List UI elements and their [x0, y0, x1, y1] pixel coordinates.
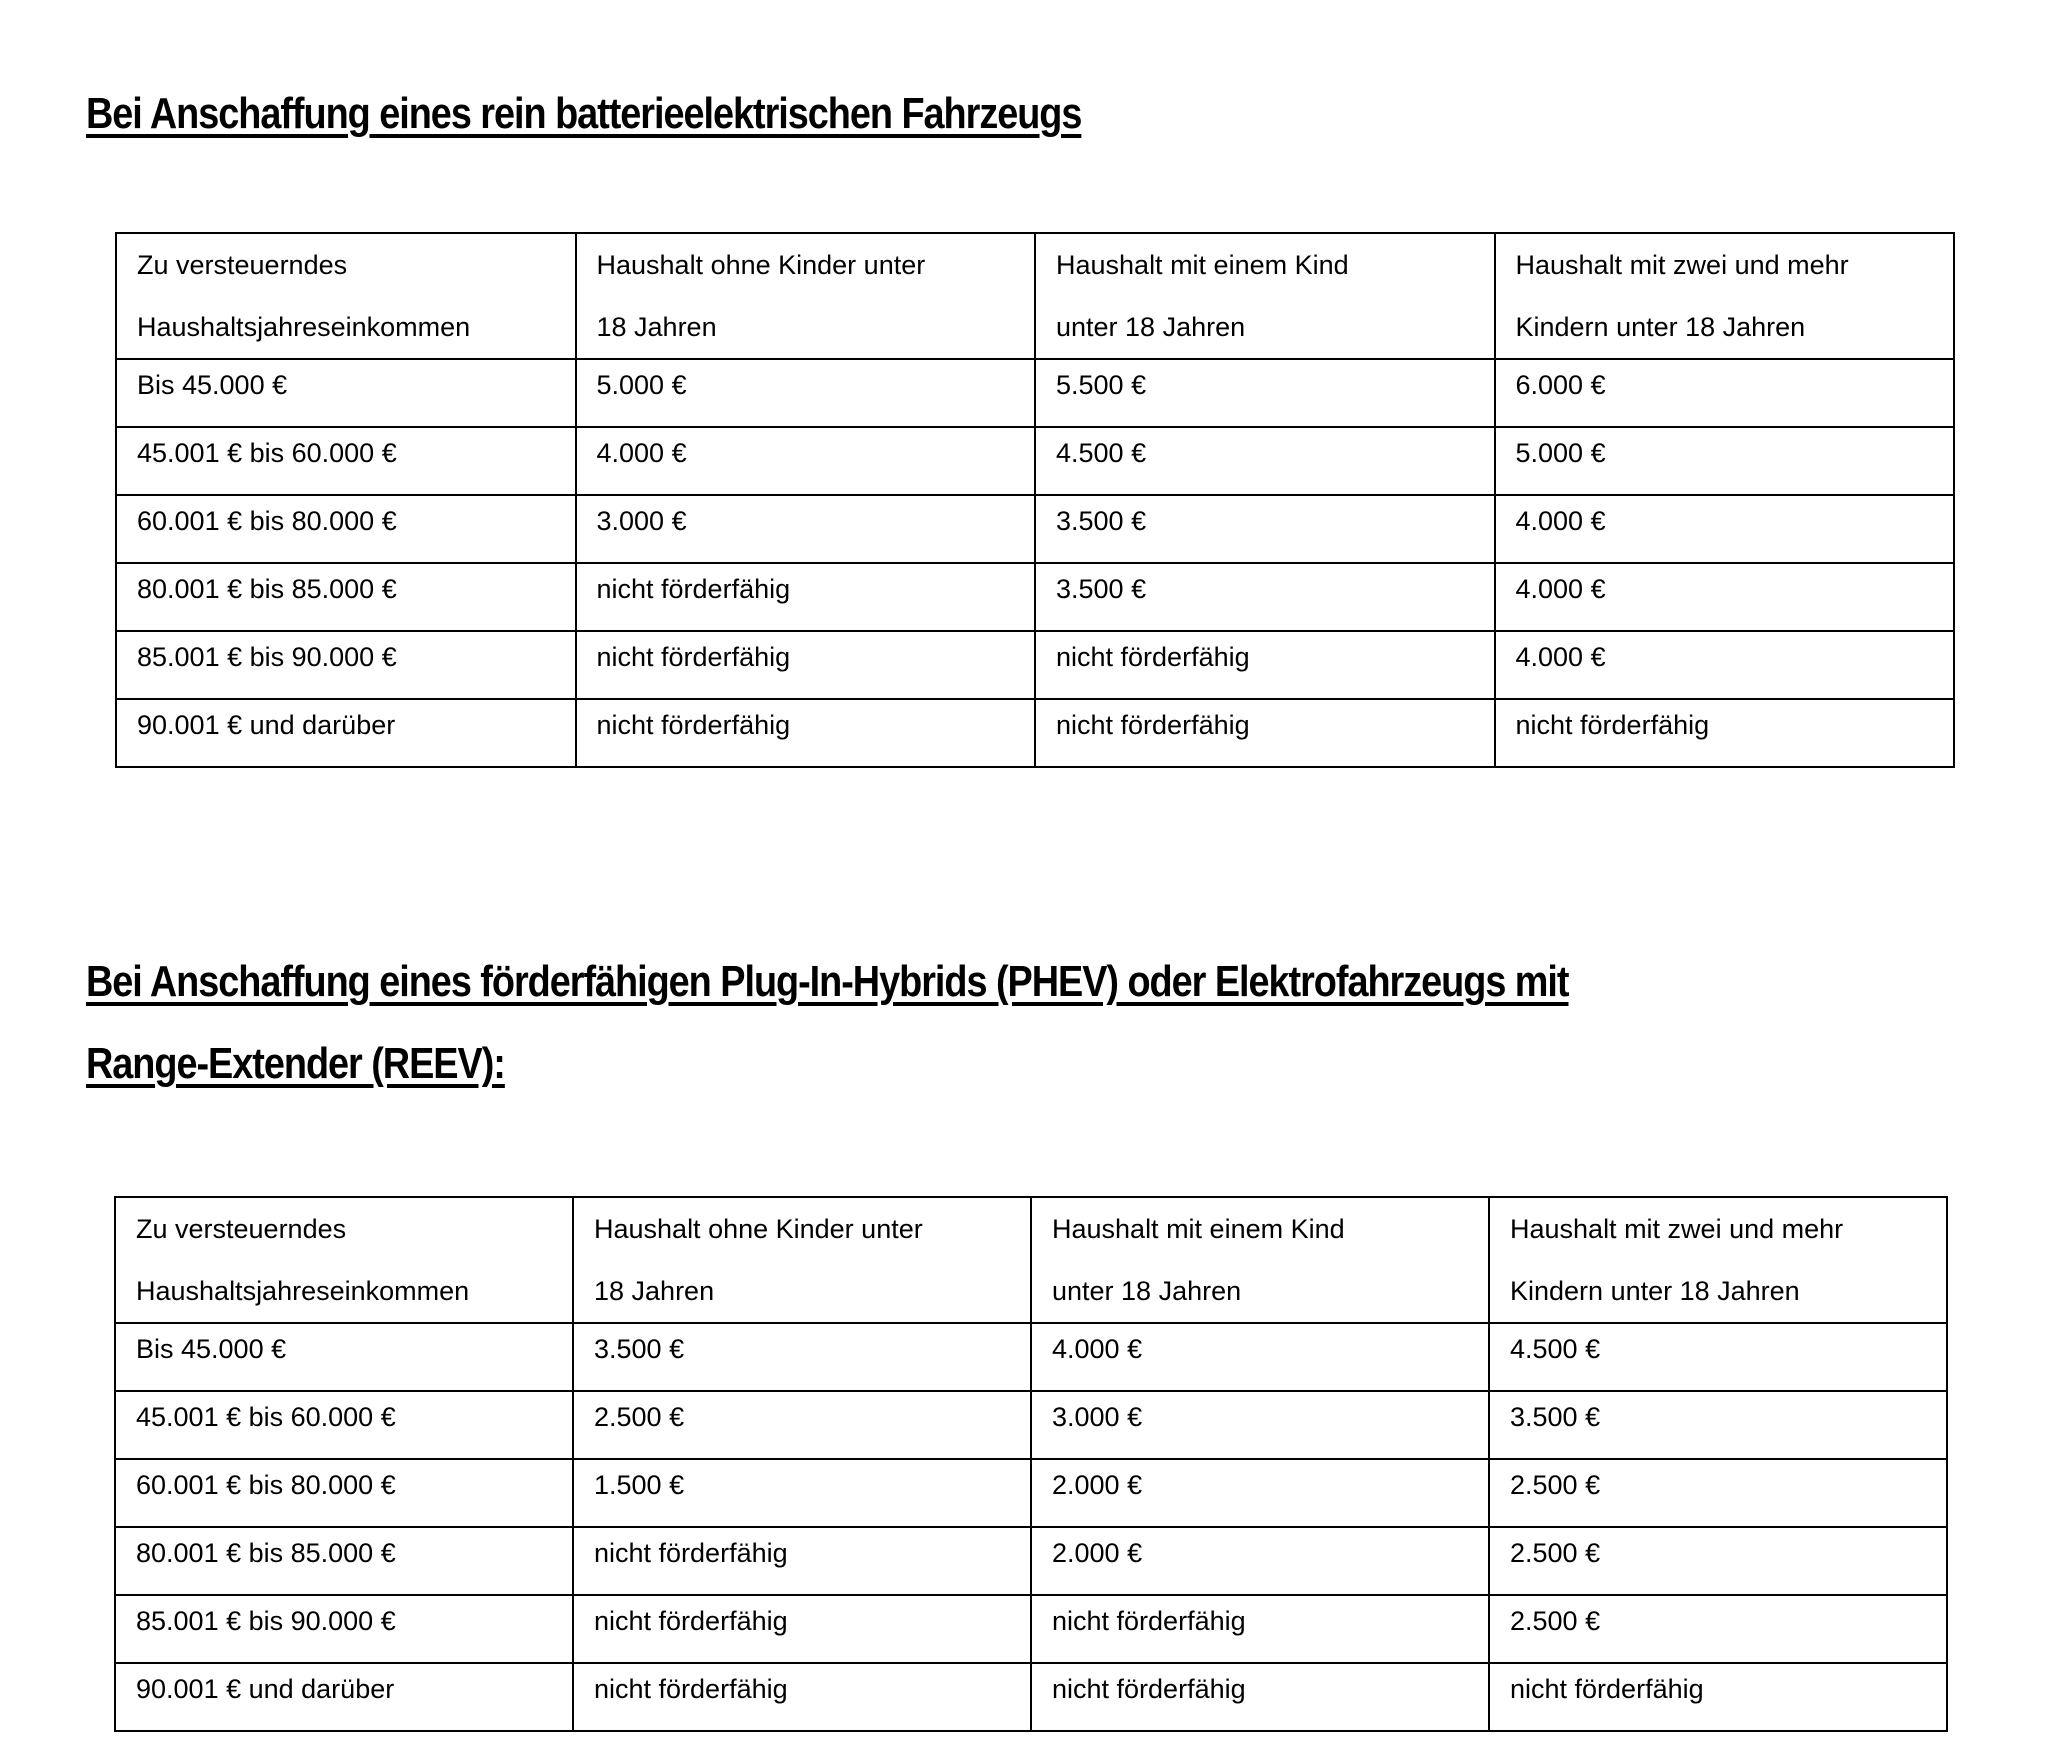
header-cell-income: Zu versteuerndes Haushaltsjahreseinkommen — [115, 1197, 573, 1323]
income-cell: 80.001 € bis 85.000 € — [115, 1527, 573, 1595]
amount-cell: nicht förderfähig — [1489, 1663, 1947, 1731]
header-cell-income: Zu versteuerndes Haushaltsjahreseinkommen — [116, 233, 576, 359]
table-row — [115, 1323, 1947, 1391]
amount-cell: 3.500 € — [573, 1323, 1031, 1391]
amount-cell: nicht förderfähig — [1031, 1663, 1489, 1731]
header-cell-no-children: Haushalt ohne Kinder unter 18 Jahren — [573, 1197, 1031, 1323]
income-cell: Bis 45.000 € — [115, 1323, 573, 1391]
header-cell-one-child: Haushalt mit einem Kind unter 18 Jahren — [1031, 1197, 1489, 1323]
header-cell-two-plus-children: Haushalt mit zwei und mehr Kindern unter 18 Jahren — [1495, 233, 1955, 359]
amount-cell: 1.500 € — [573, 1459, 1031, 1527]
income-cell: 85.001 € bis 90.000 € — [116, 631, 576, 699]
table-row — [115, 1391, 1947, 1459]
table-row — [115, 1663, 1947, 1731]
table-row — [116, 495, 1954, 563]
amount-cell: 3.000 € — [1031, 1391, 1489, 1459]
amount-cell: 2.000 € — [1031, 1459, 1489, 1527]
grant-table-phev-reev — [114, 1196, 1948, 1732]
amount-cell: 4.500 € — [1035, 427, 1495, 495]
section-heading-bev — [86, 89, 1082, 138]
amount-cell: 2.000 € — [1031, 1527, 1489, 1595]
table-row — [115, 1527, 1947, 1595]
amount-cell: 5.000 € — [1495, 427, 1955, 495]
table-row — [116, 359, 1954, 427]
amount-cell: 2.500 € — [573, 1391, 1031, 1459]
table-row — [116, 699, 1954, 767]
amount-cell: 2.500 € — [1489, 1527, 1947, 1595]
amount-cell: 6.000 € — [1495, 359, 1955, 427]
heading-line: Bei Anschaffung eines rein batterieelektrischen Fahrzeugs — [86, 89, 1082, 138]
amount-cell: 2.500 € — [1489, 1595, 1947, 1663]
amount-cell: 4.000 € — [576, 427, 1036, 495]
table-row — [115, 1459, 1947, 1527]
amount-cell: 4.000 € — [1495, 631, 1955, 699]
amount-cell: nicht förderfähig — [1035, 699, 1495, 767]
header-cell-one-child: Haushalt mit einem Kind unter 18 Jahren — [1035, 233, 1495, 359]
table-row — [116, 427, 1954, 495]
income-cell: 45.001 € bis 60.000 € — [116, 427, 576, 495]
amount-cell: 5.000 € — [576, 359, 1036, 427]
amount-cell: 3.500 € — [1489, 1391, 1947, 1459]
header-cell-no-children: Haushalt ohne Kinder unter 18 Jahren — [576, 233, 1036, 359]
amount-cell: 4.500 € — [1489, 1323, 1947, 1391]
grant-table-bev — [115, 232, 1955, 768]
amount-cell: 3.500 € — [1035, 563, 1495, 631]
amount-cell: nicht förderfähig — [1035, 631, 1495, 699]
amount-cell: nicht förderfähig — [573, 1663, 1031, 1731]
header-cell-two-plus-children: Haushalt mit zwei und mehr Kindern unter 18 Jahren — [1489, 1197, 1947, 1323]
income-cell: 85.001 € bis 90.000 € — [115, 1595, 573, 1663]
table-row — [116, 631, 1954, 699]
income-cell: 80.001 € bis 85.000 € — [116, 563, 576, 631]
income-cell: 45.001 € bis 60.000 € — [115, 1391, 573, 1459]
income-cell: 60.001 € bis 80.000 € — [116, 495, 576, 563]
amount-cell: nicht förderfähig — [573, 1527, 1031, 1595]
heading-line: Range-Extender (REEV): — [86, 1039, 505, 1088]
income-cell: Bis 45.000 € — [116, 359, 576, 427]
amount-cell: nicht förderfähig — [1495, 699, 1955, 767]
amount-cell: 3.000 € — [576, 495, 1036, 563]
income-cell: 60.001 € bis 80.000 € — [115, 1459, 573, 1527]
section-heading-phev-reev — [86, 957, 1569, 1088]
heading-line: Bei Anschaffung eines förderfähigen Plug-In-Hybrids (PHEV) oder Elektrofahrzeugs mit — [86, 957, 1569, 1006]
table-header-row — [116, 233, 1954, 359]
amount-cell: 4.000 € — [1495, 495, 1955, 563]
table-row — [115, 1595, 1947, 1663]
amount-cell: nicht förderfähig — [576, 631, 1036, 699]
amount-cell: nicht förderfähig — [576, 563, 1036, 631]
amount-cell: nicht förderfähig — [1031, 1595, 1489, 1663]
amount-cell: 4.000 € — [1031, 1323, 1489, 1391]
amount-cell: 4.000 € — [1495, 563, 1955, 631]
amount-cell: 5.500 € — [1035, 359, 1495, 427]
table-header-row — [115, 1197, 1947, 1323]
amount-cell: nicht förderfähig — [576, 699, 1036, 767]
amount-cell: 3.500 € — [1035, 495, 1495, 563]
amount-cell: 2.500 € — [1489, 1459, 1947, 1527]
income-cell: 90.001 € und darüber — [115, 1663, 573, 1731]
income-cell: 90.001 € und darüber — [116, 699, 576, 767]
table-row — [116, 563, 1954, 631]
amount-cell: nicht förderfähig — [573, 1595, 1031, 1663]
